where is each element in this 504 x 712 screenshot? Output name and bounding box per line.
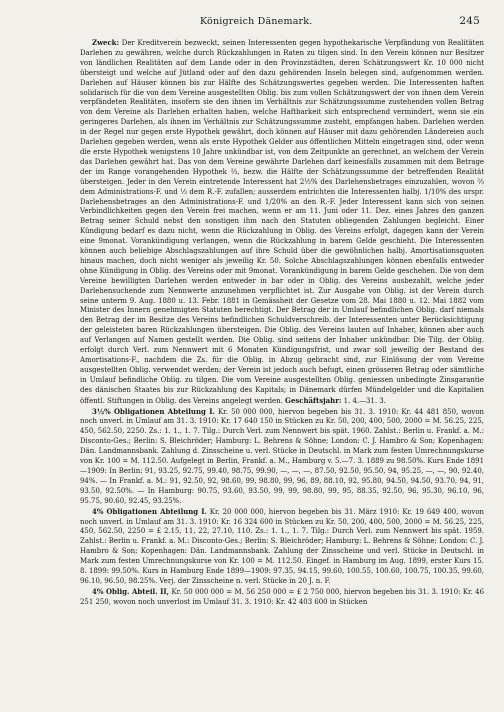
page-header <box>80 16 480 30</box>
section-label-obligationen-35: 3½% Obligationen Abteilung I. <box>92 406 215 416</box>
section-label-obligationen-4-abt2: 4% Oblig. Abteil. II, <box>92 586 170 596</box>
paragraph-zweck <box>80 38 484 407</box>
paragraph-text: Kr. 20 000 000, hiervon begeben bis 31. März 1910: Kr. 19 649 400, wovon noch unverl. in Umlauf am 31. 3. 1910: Kr. 16 324 600 in Stücken zu Kr. 50, 200, 400, 500, 2000 = M. 56.25, 225, 450, 562.50, 2250 = £ 2.15, 11, 22, 27.10, 110. Zs.: 1. 1., 1. 7. Tilg.: Durch Verl. zum Nennwert bis spät. 1959. Zahlst.: Berlin u. Frankf. a. M.: Disconto-Ges.; Berlin: S. Bleichröder; Hamburg: L. Behrens & Söhne; London: C. J. Hambro & Son; Kopenhagen: Dän. Landmannsbank. Zahlung der Zinsscheine und verl. Stücke in Deutschl. in Mark zum festen Umrechnungskurse von Kr. 100 = M. 112.50. Eingef. in Hamburg im Aug. 1899, erster Kurs 15. 8. 1899: 99.50%. Kurs in Hamburg Ende 1899—1909: 97.35, 94.15, 99.60, 100.55, 100.60, 100.75, 100.35, 99.60, 96.10, 96.50, 98.25%. Verj. der Zinsscheine n. verl. Stücke in 20 J. n. F. <box>80 507 484 585</box>
paragraph-obligationen-4-abt1 <box>80 507 484 587</box>
paragraph-text: Der Kreditverein bezweckt, seinen Interessenten gegen hypothekarische Verpfändung von Realitäten Darlehen zu gewähren, welche durch Rückzahlungen in Raten zu tilgen sind. In den Verein können nur Besitzer von ländlichen Realitäten auf dem Lande oder in den Provinzstädten, deren Schätzungswert Kr. 10 000 nicht übersteigt und welche auf Jütland oder auf den dazu gehörenden Inseln belegen sind, aufgenommen werden. Darlehen auf Häuser können bis zur Hälfte des Schätzungswertes gegeben werden. Die Interessenten haften solidarisch für die von dem Vereine ausgestellten Oblig. bis zum vollen Schätzungswert der von ihnen dem Verein verpfändeten Realitäten, insofern sie den ihnen im Verhältnis zur Schätzungssumme zustehenden vollen Betrag von dem Vereine als Darlehen erhalten haben, welche Haftbarkeit sich entsprechend vermindert, wenn sie ein geringeres Darlehen, als ihnen im Verhältnis zur Schätzungssumme zusteht, empfangen haben. Darlehen werden in der Regel nur gegen erste Hypothek gewährt, doch können auf Häuser mit dazu gehörenden Ländereien auch Darlehen gegeben werden, wenn als erste Hypothek Gelder aus öffentlichen Mitteln eingetragen sind, oder wenn die erste Hypothek wenigstens 10 Jahre unkündbar ist, von dem Zeitpunkte an gerechnet, an welchem der Verein das Darlehen gewährt hat. Das von dem Vereine gewährte Darlehen darf keinesfalls zusammen mit dem Betrage der im Range vorangehenden Hypothek ⅔, bezw. die Hälfte der Schätzungssumme der betreffenden Realität übersteigen. Jeder in den Verein eintretende Interessent hat 2½% des Darlehensbetrages einzuzahlen, wovon ⅔ dem Administrations-F. und ⅓ dem R.-F. zufallen; ausserdem entrichten die Interessenten halbj. 1/10% des urspr. Darlehensbetrages an den Administrations-F. und 1/20% an den R.-F. Jeder Interessent kann sich von seinen Verbindlichkeiten gegen den Verein frei machen, wenn er am 11. Juni oder 11. Dez. eines Jahres den ganzen Betrag seiner Schuld nebst den sonstigen ihm nach den Statuten obliegenden Zahlungen begleicht. Einer Kündigung bedarf es dazu nicht, wenn die Rückzahlung in Oblig. des Vereins erfolgt, dagegen kann der Verein eine 9monat. Vorankündigung verlangen, wenn die Rückzahlung in barem Gelde geschieht. Die Interessenten können auch beliebige Abschlagszahlungen auf ihre Schuld über die gewöhnlichen halbj. Amortisationsquoten hinaus machen, doch nicht weniger als jeweilig Kr. 50. Solche Abschlagszahlungen können ebenfalls entweder ohne Kündigung in Oblig. des Vereins oder mit 9monat. Vorankündigung in barem Gelde geschehen. Die von dem Vereine bewilligten Darlehen werden entweder in bar oder in Oblig. des Vereins ausbezahlt, welche jeder Darlehensuchende zum Nennwerte anzunehmen verpflichtet ist. Zur Ausgabe von Oblig. ist der Verein durch seine unterm 9. Aug. 1880 u. 13. Febr. 1881 in Gemässheit der Gesetze vom 28. Mai 1880 u. 12. Mai 1882 vom Minister des Innern genehmigten Statuten berechtigt. Der Betrag der in Umlauf befindlichen Oblig. darf niemals den Betrag der im Besitze des Vereins befindlichen Schuldverschreib. der Interessenten unter Berücksichtigung der geleisteten baren Rückzahlungen übersteigen. Die Oblig. des Vereins lauten auf Inhaber, können aber auch auf Verlangen auf Namen gestellt werden. Die Oblig. sind seitens der Inhaber unkündbar. Die Tilg. der Oblig. erfolgt durch Verl. zum Nennwert mit 6 Monaten Kündigungsfrist, und zwar soll jeweilig der Bestand des Amortisations-F., nachdem die Zs. für die Oblig. in Abzug gebracht sind, zur Einlösung der vom Vereine ausgestellten Oblig. verwendet werden; der Verein ist jedoch auch befugt, einen grösseren Betrag oder sämtliche in Umlauf befindliche Oblig. zu tilgen. Die vom Vereine ausgestellten Oblig. geniessen unbedingte Zinsgarantie des dänischen Staates bis zur Rückzahlung des Kapitals; in Dänemark dürfen Mündelgelder und die Kapitalien öffentl. Stiftungen in Oblig. des Vereins angelegt werden. <box>80 39 484 405</box>
section-label-obligationen-4-abt1: 4% Obligationen Abteilung I. <box>92 506 207 516</box>
running-title: Königreich Dänemark. <box>200 16 313 27</box>
paragraph-text: Kr. 50 000 000 = M. 56 250 000 = £ 2 750 000, hiervon begeben bis 31. 3. 1910: Kr. 46 251 250, wovon noch unverlost im Umlauf 31. 3. 1910: Kr. 42 403 600 in Stücken <box>80 587 484 606</box>
fiscal-year-value: 1. 4.—31. 3. <box>341 396 386 405</box>
paragraph-obligationen-35 <box>80 407 484 507</box>
section-label-zweck: Zweck: <box>92 38 120 47</box>
paragraph-obligationen-4-abt2 <box>80 587 484 608</box>
paragraph-text: Kr. 50 000 000, hiervon begeben bis 31. 3. 1910: Kr. 44 481 850, wovon noch unverl. in Umlauf am 31. 3. 1910: Kr. 17 640 150 in Stücken zu Kr. 50, 200, 400, 500, 2000 = M. 56.25, 225, 450, 562.50, 2250. Zs.: 1. 1., 1. 7. Tilg.: Durch Verl. zum Nennwert bis spät. 1960. Zahlst.: Berlin u. Frankf. a. M.: Disconto-Ges.; Berlin: S. Bleichröder; Hamburg: L. Behrens & Söhne; London: C. J. Hambro & Son; Kopenhagen: Dän. Landmannsbank. Zahlung d. Zinsscheine u. verl. Stücke in Deutschl. in Mark zum festen Umrechnungskurse von Kr. 100 = M. 112.50. Aufgelegt in Berlin, Frankf. a. M., Hamburg v. 5.—7. 3. 1889 zu 98.50%. Kurs Ende 1891—1909: In Berlin: 91, 93.25, 92.75, 99.40, 98.75, 99.90, —, —, —, 87.50, 92.50, 95.50, 94, 95.25, —, —, 90, 92.40, 94%. — In Frankf. a. M.: 91, 92.50, 92, 98.60, 99, 98.80, 99, 96, 89, 88.10, 92, 95.80, 94.50, 94.50, 93.70, 94, 91, 93.50, 92.50%. — In Hamburg: 90.75, 93.60, 93.50, 99, 99, 98.80, 99, 95, 88.35, 92.50, 96, 95.30, 96.10, 96, 95.75, 90.60, 92.45, 93.25%. <box>80 407 484 505</box>
fiscal-year-label: Geschäftsjahr: <box>285 395 342 405</box>
page-number: 245 <box>459 15 480 27</box>
page-body <box>80 38 484 608</box>
